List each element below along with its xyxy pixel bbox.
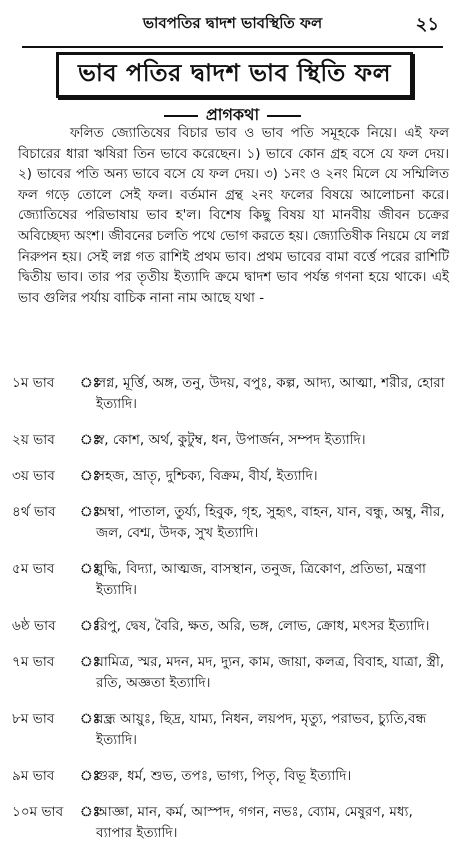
bhava-label: ৭ম ভাব	[12, 654, 55, 670]
visarga-colon: ঃ	[80, 618, 100, 634]
bhava-label: ১০ম ভাব	[12, 804, 64, 820]
visarga-colon: ঃ	[80, 561, 100, 577]
header-rule	[22, 46, 443, 48]
bhava-synonyms: রন্ধ্র আয়ুঃ, ছিদ্র, যাম্য, নিধন, লয়পদ, মৃত্যু, পরাভব, চ্যুতি,বন্ধ ইত্যাদি।	[96, 711, 427, 748]
list-item	[12, 802, 451, 844]
subtitle-text: প্রাগকথা	[205, 105, 260, 124]
list-item	[12, 430, 451, 451]
bhava-label: ৩য় ভাব	[12, 468, 55, 484]
list-item	[12, 559, 451, 601]
bhava-synonyms: আজ্ঞা, মান, কর্ম, আস্পদ, গগন, নভঃ, ব্যোম, মেষুরণ, মধ্য, ব্যাপার ইত্যাদি।	[96, 804, 413, 841]
bhava-synonyms: গুরু, ধর্ম, শুভ, তপঃ, ভাগ্য, পিতৃ, বিভূ ইত্যাদি।	[96, 768, 352, 784]
bhava-synonyms: রিপু, দ্বেষ, বৈরি, ক্ষত, অরি, ভঙ্গ, লোভ, ক্রোধ, মৎসর ইত্যাদি।	[96, 618, 430, 634]
running-header	[0, 10, 465, 40]
visarga-colon: ঃ	[80, 804, 100, 820]
bhava-label: ৬ষ্ঠ ভাব	[12, 618, 56, 634]
list-item	[12, 466, 451, 487]
visarga-colon: ঃ	[80, 432, 100, 448]
chapter-title: ভাব পতির দ্বাদশ ভাব স্থিতি ফল	[77, 59, 392, 87]
section-subtitle	[0, 102, 465, 126]
bhava-label: ৯ম ভাব	[12, 768, 55, 784]
bhava-synonyms: অম্বা, পাতাল, তুর্য্য, হিবুক, গৃহ, সুহৃৎ, বাহন, যান, বন্ধু, অম্বু, নীর, জল, বেশ্ম, উদক, সুখ ইত্যাদি।	[96, 504, 445, 541]
running-title: ভাবপতির দ্বাদশ ভাবস্থিতি ফল	[142, 14, 323, 32]
list-item	[12, 652, 451, 694]
subtitle-dash-right	[267, 115, 301, 117]
chapter-title-box	[56, 52, 413, 98]
list-item	[12, 373, 451, 415]
visarga-colon: ঃ	[80, 468, 100, 484]
visarga-colon: ঃ	[80, 375, 100, 391]
bhava-list	[12, 373, 451, 859]
bhava-synonyms: বুদ্ধি, বিদ্যা, আত্মজ, বাসস্থান, তনুজ, ত্রিকোণ, প্রতিভা, মন্ত্রণা ইত্যাদি।	[96, 561, 426, 598]
visarga-colon: ঃ	[80, 768, 100, 784]
bhava-synonyms: যামিত্র, স্মর, মদন, মদ, দ্যুন, কাম, জায়া, কলত্র, বিবাহ, যাত্রা, স্ত্রী, রতি, অজ্ঞতা ইত্যাদি।	[96, 654, 445, 691]
visarga-colon: ঃ	[80, 711, 100, 727]
list-item	[12, 502, 451, 544]
bhava-label: ২য় ভাব	[12, 432, 55, 448]
bhava-label: ৪র্থ ভাব	[12, 504, 56, 520]
list-item	[12, 616, 451, 637]
bhava-label: ১ম ভাব	[12, 375, 55, 391]
bhava-synonyms: স্ব, কোশ, অর্থ, কুটুম্ব, ধন, উপার্জন, সম্পদ ইত্যাদি।	[96, 432, 366, 448]
bhava-label: ৮ম ভাব	[12, 711, 55, 727]
bhava-synonyms: সহজ, ভ্রাতৃ, দুশ্চিক্য, বিক্রম, বীর্য, ইত্যাদি।	[96, 468, 318, 484]
intro-paragraph: ফলিত জ্যোতিষের বিচার ভাব ও ভাব পতি সমূহকে নিয়ে। এই ফল বিচারের ধারা ঋষিরা তিন ভাবে করেছেন। ১) ভাবে কোন গ্রহ বসে যে ফল দেয়। ২) ভাবের পতি অন্য ভাবে বসে যে ফল দেয়। ৩) ১নং ও ২নং মিলে যে সম্মিলিত ফল গড়ে তোলে সেই ফল। বর্তমান গ্রন্থ ২নং ফলের বিষয়ে আলোচনা করে। জ্যোতিষের পরিভাষায় ভাব হ'ল। বিশেষ কিছু বিষয় যা মানবীয় জীবন চক্রের অবিচ্ছেদ্য অংশ। জীবনের চলতি পথে ভোগ করতে হয়। জ্যোতিষীক নিয়মে যে লগ্ন নিরুপন হয়। সেই লগ্ন গত রাশিই প্রথম ভাব। প্রথম ভাবের বামা বর্ত্তে পরের রাশিটি দ্বিতীয় ভাব। তার পর তৃতীয় ইত্যাদি ক্রমে দ্বাদশ ভাব পর্যন্ত গণনা হয়ে থাকে। এই ভাব গুলির পর্যায় বাচিক নানা নাম আছে যথা -	[18, 126, 449, 306]
visarga-colon: ঃ	[80, 654, 100, 670]
page-number: ২১	[415, 14, 439, 35]
subtitle-dash-left	[164, 115, 198, 117]
list-item	[12, 709, 451, 751]
list-item	[12, 766, 451, 787]
visarga-colon: ঃ	[80, 504, 100, 520]
bhava-label: ৫ম ভাব	[12, 561, 55, 577]
bhava-synonyms: লগ্ন, মূর্ত্তি, অঙ্গ, তনু, উদয়, বপুঃ, কল্প, আদ্য, আত্মা, শরীর, হোরা ইত্যাদি।	[96, 375, 445, 412]
